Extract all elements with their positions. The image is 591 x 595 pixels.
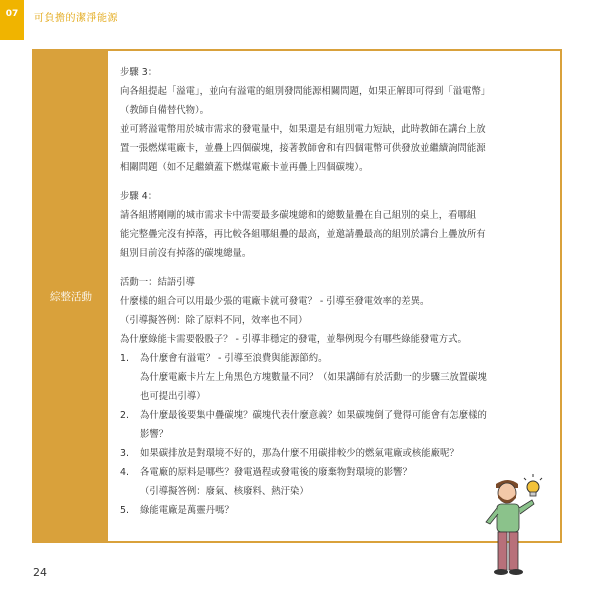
list-item: （引導擬答例：廢氣、核廢料、熱汙染） [140, 486, 309, 497]
lightbulb-icon [524, 474, 542, 496]
person-with-lightbulb-illustration [478, 474, 550, 578]
step3-line: （教師自備替代物）。 [120, 105, 210, 116]
page-number: 24 [33, 566, 47, 579]
step3-title: 步驟 3： [120, 67, 158, 78]
activity1-answer: （引導擬答例：除了原料不同，效率也不同） [120, 315, 308, 326]
step4-line: 組別目前沒有掉落的碳塊總量。 [120, 248, 252, 259]
list-item: 影響？ [140, 429, 169, 440]
list-item: 3. 如果碳排放是對環境不好的，那為什麼不用碳排較少的燃氣電廠或核能廠呢？ [120, 448, 459, 459]
step3-line: 置一張燃煤電廠卡，並疊上四個碳塊，接著教師會和有四個電幣可供發放並繼續詢問能源 [120, 143, 486, 154]
list-item: 4. 各電廠的原料是哪些？發電過程或發電後的廢棄物對環境的影響？ [120, 467, 412, 478]
step4-title: 步驟 4： [120, 191, 158, 202]
activity-content [120, 63, 552, 520]
chapter-title: 可負擔的潔淨能源 [34, 13, 118, 24]
step3-line: 相關問題（如不足繼續蓋下燃煤電廠卡並再疊上四個碳塊）。 [120, 162, 369, 173]
activity1-question: 什麼樣的組合可以用最少張的電廠卡就可發電？ - 引導至發電效率的差異。 [120, 296, 430, 307]
step4-line: 能完整疊完沒有掉落，再比較各組哪組疊的最高，並邀請疊最高的組別於講台上疊放所有 [120, 229, 486, 240]
activity1-question: 為什麼綠能卡需要骰骰子？ - 引導非穩定的發電，並舉例現今有哪些綠能發電方式。 [120, 334, 467, 345]
step4-line: 請各組將剛剛的城市需求卡中需要最多碳塊總和的總數量疊在自己組別的桌上，看哪組 [120, 210, 477, 221]
list-item: 5. 綠能電廠是萬靈丹嗎？ [120, 505, 234, 516]
list-item: 2. 為什麼最後要集中疊碳塊？碳塊代表什麼意義？如果碳塊倒了覺得可能會有怎麼樣的 [120, 410, 487, 421]
step3-line: 向各組提起「溢電」，並向有溢電的組別發問能源相關問題，如果正解即可得到「溢電幣」 [120, 86, 491, 97]
activity1-title: 活動一：結語引導 [120, 277, 196, 288]
chapter-number-tab: 07 [0, 0, 24, 40]
activity-table [32, 49, 562, 543]
list-item: 也可提出引導） [140, 391, 206, 402]
list-item: 1. 為什麼會有溢電？ - 引導至浪費與能源節約。 [120, 353, 328, 364]
step3-line: 並可將溢電幣用於城市需求的發電量中，如果還是有組別電力短缺，此時教師在講台上放 [120, 124, 486, 135]
side-label: 綜整活動 [34, 51, 108, 541]
list-item: 為什麼電廠卡片左上角黑色方塊數量不同？（如果講師有於活動一的步驟三放置碳塊 [140, 372, 487, 383]
